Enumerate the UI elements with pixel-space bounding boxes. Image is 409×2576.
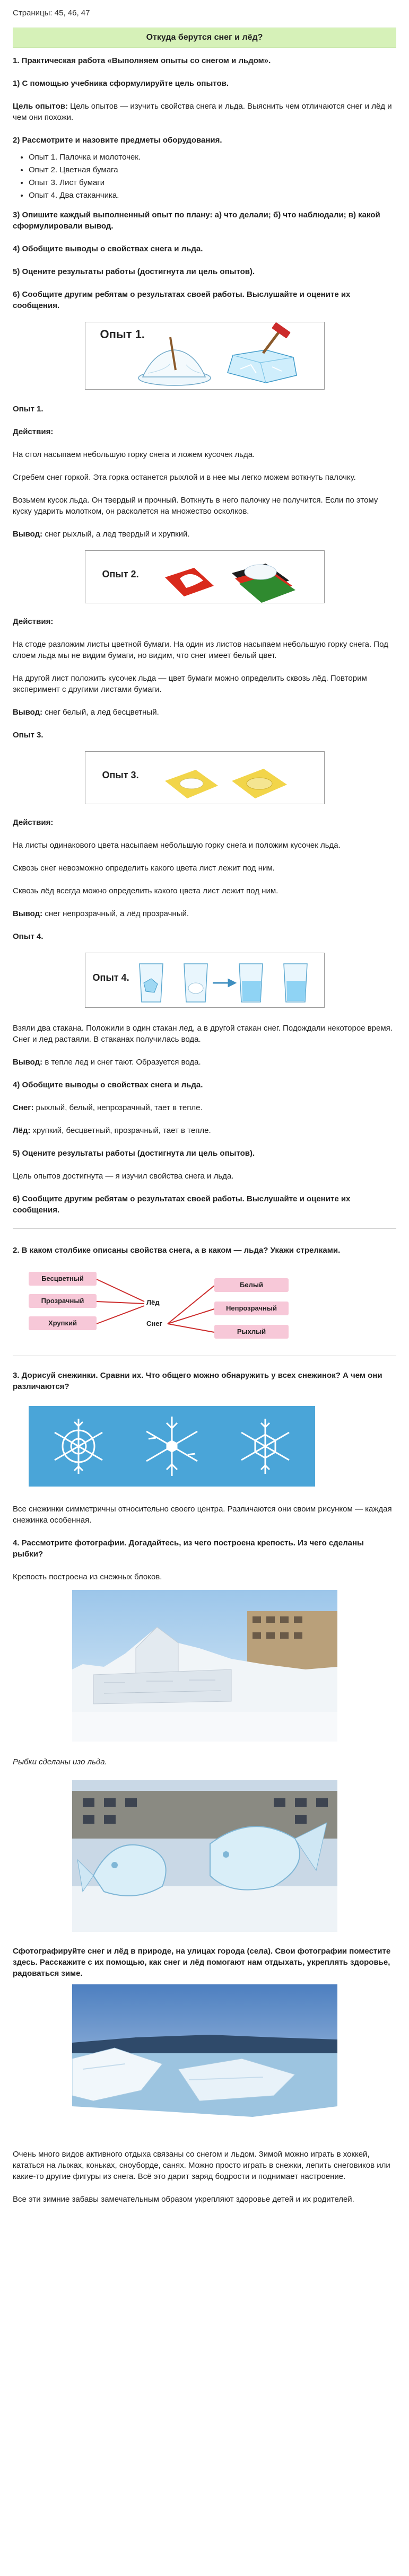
ice-landscape-photo <box>72 1984 337 2138</box>
exp1-p3: Возьмем кусок льда. Он твердый и прочный. Воткнуть в него палочку не получится. Если по этому куску ударить молотком, он расколется на множество осколков. <box>13 496 378 516</box>
exp3-actions: Действия: <box>13 818 54 827</box>
ice-landscape-image <box>72 1984 337 2138</box>
task1-q2: 2) Рассмотрите и назовите предметы оборудования. <box>13 136 222 145</box>
exp3-p3: Сквозь лёд всегда можно определить какого цвета лист лежит под ним. <box>13 886 279 895</box>
task3-answer: Все снежинки симметричны относительно своего центра. Различаются они своим рисунком — каждая снежинка особенная. <box>13 1505 392 1525</box>
snowflake-icon <box>146 1417 197 1476</box>
experiment2-illustration <box>85 551 325 604</box>
list-item: • Опыт 2. Цветная бумага <box>29 164 396 177</box>
experiment1-illustration <box>85 322 325 390</box>
summary-ice <box>13 1125 396 1136</box>
conclusion-text: снег белый, а лед бесцветный. <box>42 708 159 717</box>
task1-q3: 3) Опишите каждый выполненный опыт по плану: а) что делали; б) что наблюдали; в) какой сформулировали вывод. <box>13 210 380 231</box>
ice-center-label: Лёд <box>146 1298 160 1306</box>
summary-q4: 4) Обобщите выводы о свойствах снега и льда. <box>13 1080 203 1089</box>
summary-a5: Цель опытов достигнута — я изучил свойства снега и льда. <box>13 1172 234 1181</box>
exp4-conclusion <box>13 1057 396 1068</box>
exp4-p1: Взяли два стакана. Положили в один стакан лед, а в другой стакан снег. Подождали некоторое время. Снег и лед растаяли. В стаканах получилась вода. <box>13 1024 393 1044</box>
ice-text: хрупкий, бесцветный, прозрачный, тает в тепле. <box>30 1126 211 1135</box>
exp3-p1: На листы одинакового цвета насыпаем небольшую горку снега и положим кусочек льда. <box>13 841 341 850</box>
equipment-list <box>13 151 396 202</box>
exp1-conclusion <box>13 529 396 540</box>
task1-q1: 1) С помощью учебника сформулируйте цель опытов. <box>13 79 229 88</box>
exp3-title: Опыт 3. <box>13 731 43 740</box>
fish-caption: Рыбки сделаны изо льда. <box>13 1757 107 1766</box>
snow-center-label: Снег <box>146 1320 162 1327</box>
list-item: • Опыт 4. Два стаканчика. <box>29 189 396 202</box>
conclusion-label: Вывод: <box>13 1058 43 1067</box>
task1-heading: 1. Практическая работа «Выполняем опыты со снегом и льдом». <box>13 56 271 65</box>
task1-q6: 6) Сообщите другим ребятам о результатах своей работы. Выслушайте и оцените их сообщения. <box>13 290 351 310</box>
task2-heading: 2. В каком столбике описаны свойства снега, а в каком — льда? Укажи стрелками. <box>13 1246 341 1255</box>
task1-q4: 4) Обобщите выводы о свойствах снега и льда. <box>13 244 203 253</box>
ice-fish-photo <box>72 1780 337 1932</box>
figure-label: Опыт 2. <box>102 569 139 579</box>
list-item: • Опыт 3. Лист бумаги <box>29 177 396 189</box>
ice-label: Лёд: <box>13 1126 31 1135</box>
summary-q6: 6) Сообщите другим ребятам о результатах своей работы. Выслушайте и оцените их сообщения. <box>13 1194 351 1215</box>
goal-text: Цель опытов — изучить свойства снега и льда. Выяснить чем отличаются снег и лёд и чем они похожи. <box>13 102 392 122</box>
divider <box>13 1228 396 1229</box>
experiment4-figure <box>85 953 325 1008</box>
experiment2-figure <box>85 550 325 603</box>
summary-q5: 5) Оцените результаты работы (достигнута ли цель опытов). <box>13 1149 255 1158</box>
conclusion-text: снег рыхлый, а лед твердый и хрупкий. <box>42 530 190 539</box>
exp4-title: Опыт 4. <box>13 932 43 941</box>
task4-bottom-heading: Сфотографируйте снег и лёд в природе, на улицах города (села). Свои фотографии поместите здесь. Расскажите с их помощью, как снег и лёд помогают нам отдыхать, укреплять здоровье, радоваться зиме. <box>13 1947 391 1978</box>
exp3-conclusion <box>13 908 396 919</box>
goal-label: Цель опытов: <box>13 102 68 111</box>
property-tag-left: Бесцветный <box>29 1272 97 1286</box>
experiment3-figure <box>85 751 325 804</box>
task4-p1: Очень много видов активного отдыха связаны со снегом и льдом. Зимой можно играть в хоккей, кататься на лыжах, коньках, сноуборде, санях. Можно просто играть в снежки, лепить снеговиков или какие-то другие фигуры из снега. Всё это дарит заряд бодрости и поднимает настроение. <box>13 2150 390 2181</box>
figure-label: Опыт 1. <box>100 328 145 341</box>
exp2-actions: Действия: <box>13 617 54 626</box>
snowflakes-illustration <box>29 1406 315 1487</box>
exp2-p1: На стоде разложим листы цветной бумаги. На один из листов насыпаем небольшую горку снега. Под слоем льда мы не видим бумаги, но видим, что снег имеет белый цвет. <box>13 640 388 660</box>
exp1-actions: Действия: <box>13 427 54 436</box>
list-item: • Опыт 1. Палочка и молоточек. <box>29 151 396 164</box>
exp1-title: Опыт 1. <box>13 405 43 414</box>
snow-text: рыхлый, белый, непрозрачный, тает в тепле. <box>33 1103 203 1112</box>
property-tag-right: Непрозрачный <box>214 1302 289 1315</box>
conclusion-text: в тепле лед и снег тают. Образуется вода. <box>42 1058 201 1067</box>
ice-fish-image <box>72 1780 337 1932</box>
exp1-p1: На стол насыпаем небольшую горку снега и ложем кусочек льда. <box>13 450 255 459</box>
conclusion-label: Вывод: <box>13 708 43 717</box>
exp2-p2: На другой лист положить кусочек льда — цвет бумаги можно определить сквозь лёд. Повторим эксперимент с другими листами бумаги. <box>13 674 367 694</box>
snow-fortress-image <box>72 1590 337 1742</box>
figure-label: Опыт 3. <box>102 770 139 780</box>
exp3-p2: Сквозь снег невозможно определить какого цвета лист лежит под ним. <box>13 864 275 873</box>
properties-matching-figure <box>29 1269 326 1348</box>
property-tag-right: Рыхлый <box>214 1325 289 1339</box>
fortress-caption: Крепость построена из снежных блоков. <box>13 1572 162 1581</box>
snowflake-icon <box>241 1419 289 1474</box>
experiment4-illustration <box>85 953 325 1008</box>
page-title: Откуда берутся снег и лёд? <box>13 28 396 48</box>
conclusion-label: Вывод: <box>13 530 43 539</box>
conclusion-label: Вывод: <box>13 909 43 918</box>
snow-fortress-photo <box>72 1590 337 1742</box>
task4-heading: 4. Рассмотрите фотографии. Догадайтесь, из чего построена крепость. Из чего сделаны рыбки? <box>13 1538 364 1559</box>
snowflake-icon <box>55 1419 102 1474</box>
property-tag-left: Хрупкий <box>29 1316 97 1330</box>
task3-heading: 3. Дорисуй снежинки. Сравни их. Что общего можно обнаружить у всех снежинок? А чем они различаются? <box>13 1371 382 1391</box>
snowflakes-figure <box>29 1406 315 1487</box>
snow-label: Снег: <box>13 1103 34 1112</box>
exp1-p2: Сгребем снег горкой. Эта горка останется рыхлой и в нее мы легко можем воткнуть палочку. <box>13 473 356 482</box>
experiment3-illustration <box>85 752 325 805</box>
property-tag-right: Белый <box>214 1278 289 1292</box>
task1-goal <box>13 101 396 123</box>
experiment1-figure <box>85 322 325 390</box>
exp2-conclusion <box>13 707 396 718</box>
task4-p2: Все эти зимние забавы замечательным образом укрепляют здоровье детей и их родителей. <box>13 2195 354 2204</box>
property-tag-left: Прозрачный <box>29 1294 97 1308</box>
summary-snow <box>13 1102 396 1113</box>
figure-label: Опыт 4. <box>92 972 129 983</box>
task1-q5: 5) Оцените результаты работы (достигнута ли цель опытов). <box>13 267 255 276</box>
conclusion-text: снег непрозрачный, а лёд прозрачный. <box>42 909 189 918</box>
pages-line: Страницы: 45, 46, 47 <box>13 8 90 17</box>
